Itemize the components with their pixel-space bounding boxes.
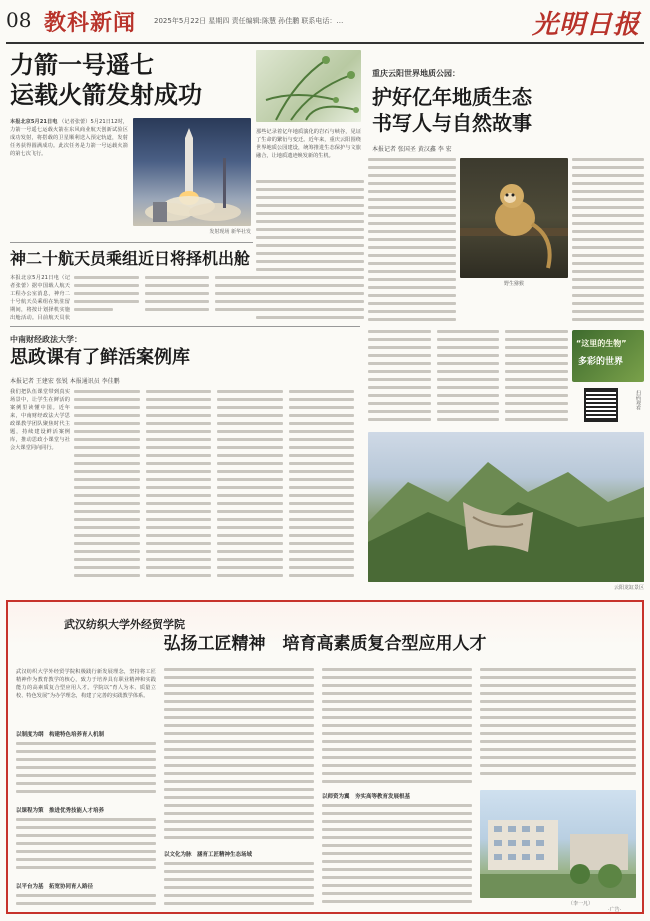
ad-section-4-text <box>322 804 472 910</box>
geopark-body-lower <box>368 330 568 430</box>
section-title: 教科新闻 <box>44 10 137 36</box>
ad-section-2: 以课程为策 推进优秀技能人才培养 <box>16 808 105 814</box>
ad-intro: 武汉纺织大学外经贸学院积极践行新发展理念，坚持将工匠精神作为教育教学的核心，致力于培养具有职业精神和实践能力的高素质复合型应用人才。学院以“育人为本、质量立校、特色发展”为办学理念，构建了完善的实践教学体系。 <box>16 669 156 699</box>
rocket-lead: （记者张蕾）5月21日12时，力箭一号遥七运载火箭在东风商业航天创新试验区成功发射，将搭载的卫星顺利送入预定轨道，发射任务获得圆满成功。此次任务是力箭一号运载火箭的第七次飞行。 <box>10 119 128 157</box>
mountain-photo <box>368 432 644 582</box>
zhongnan-body: 我们把队伍课堂带到真实场景中，让学生在鲜活的案例里读懂中国。近年来，中南财经政法大学思政课教学团队聚焦时代主题，持续建设鲜活案例库，推动思政小课堂与社会大课堂同向同行。 <box>10 389 70 451</box>
rocket-dateline: 本报北京5月21日电 <box>10 119 58 125</box>
ad-section-5: 以平台为基 拓宽协同育人路径 <box>16 884 94 890</box>
ad-title: 弘扬工匠精神 培育高素质复合型应用人才 <box>163 634 487 654</box>
ad-university: 武汉纺织大学外经贸学院 <box>64 618 185 631</box>
ad-column-4 <box>480 668 636 784</box>
mountain-caption: 云阳龙缸景区 <box>613 585 644 591</box>
campus-photo <box>480 790 636 898</box>
promo-banner[interactable] <box>572 330 644 382</box>
geopark-title-2: 书写人与自然故事 <box>372 111 532 135</box>
header-meta: 2025年5月22日 星期四 责任编辑:陈慧 孙佳鹏 联系电话：… <box>154 17 344 25</box>
shenzhou-title: 神二十航天员乘组近日将择机出舱 <box>10 249 251 268</box>
ad-corner-label: ·广告· <box>608 907 622 913</box>
geopark-body-col3 <box>572 158 644 328</box>
promo-line-1: “这里的生物” <box>576 339 627 348</box>
zhongnan-kicker: 中南财经政法大学： <box>10 335 82 344</box>
qr-label: 扫码观看 <box>635 390 641 410</box>
ad-section-4: 以师资为翼 夯实高等教育发展根基 <box>322 794 411 800</box>
rocket-body <box>10 118 128 236</box>
rocket-title-2: 运载火箭发射成功 <box>10 80 202 109</box>
ad-section-1: 以制度为纲 构建特色培养育人机制 <box>16 732 105 738</box>
rocket-title-1: 力箭一号遥七 <box>10 50 154 79</box>
zhongnan-title: 思政课有了鲜活案例库 <box>10 347 190 368</box>
ad-section-3-text <box>164 862 314 910</box>
masthead-logo: 光明日报 <box>531 10 640 40</box>
geopark-body-col2 <box>368 158 456 328</box>
advertorial-box <box>6 600 644 914</box>
shenzhou-body: 本报北京5月21日电（记者张蕾）据中国载人航天工程办公室消息，神舟二十号航天员乘组在轨驻留期间，将按计划择机实施出舱活动。目前航天员状 <box>10 275 70 320</box>
geopark-kicker: 重庆云阳世界地质公园： <box>372 69 460 78</box>
rocket-launch-photo <box>133 118 251 226</box>
geopark-title-1: 护好亿年地质生态 <box>372 85 532 109</box>
ad-section-3: 以文化为脉 涵育工匠精神生态场域 <box>164 852 253 858</box>
ad-column-2 <box>164 668 314 846</box>
promo-line-2: 多彩的世界 <box>578 357 624 367</box>
page-number: 08 <box>6 8 32 32</box>
rocket-photo-caption: 发射现场 新华社发 <box>209 229 251 235</box>
plant-photo <box>256 50 361 122</box>
monkey-photo <box>460 158 568 278</box>
header-rule <box>6 42 644 44</box>
zhongnan-body-cont <box>74 390 354 586</box>
zhongnan-byline: 本报记者 王建宏 张锐 本报通讯员 李佳鹏 <box>10 378 120 385</box>
article-rocket <box>10 50 250 110</box>
geopark-byline: 本报记者 张国圣 黄汉鑫 李 宏 <box>372 146 452 153</box>
ad-section-5-text <box>16 894 156 910</box>
divider <box>10 242 253 243</box>
geopark-body: 那些记录着亿年地质演化的岩石与峡谷，见证了生命的繁衍与变迁。近年来，重庆云阳围绕世界地质公园建设，统筹推进生态保护与文旅融合，让地质遗迹焕发新的生机。 <box>256 129 361 159</box>
ad-footer-note: （李一凡） <box>568 901 594 907</box>
page-header <box>6 6 646 42</box>
ad-column-3 <box>322 668 472 788</box>
monkey-caption: 野生猕猴 <box>503 281 524 287</box>
ad-section-1-text <box>16 742 156 802</box>
ad-section-2-text <box>16 818 156 878</box>
qr-code[interactable] <box>584 388 618 422</box>
geopark-body-cont <box>256 180 364 328</box>
